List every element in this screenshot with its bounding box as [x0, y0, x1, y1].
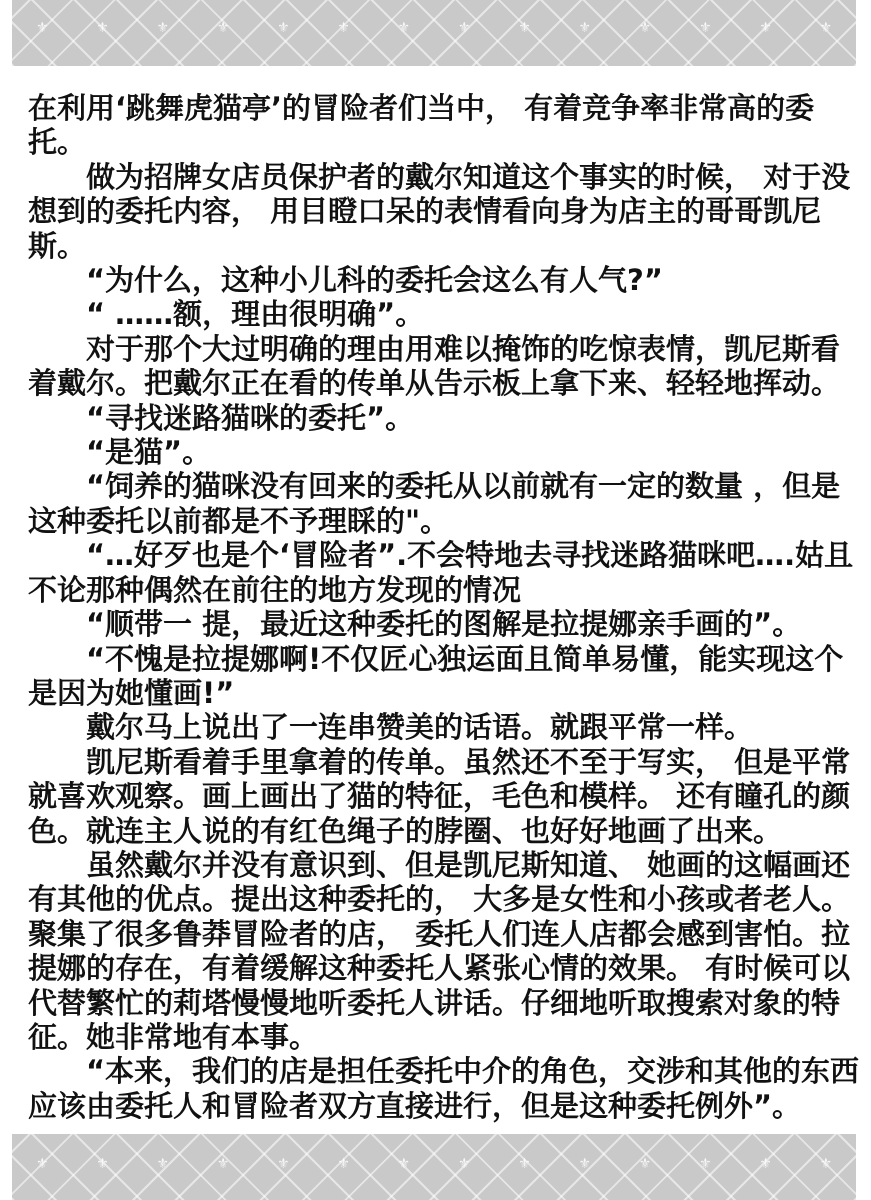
fleur-de-lis-icon: ⚜	[457, 20, 471, 36]
fleur-de-lis-icon: ⚜	[397, 20, 411, 36]
fleur-de-lis-icon: ⚜	[35, 20, 49, 36]
paragraph: “饲养的猫咪没有回来的委托从以前就有一定的数量 ，但是这种委托以前都是不予理睬的"。	[28, 469, 841, 538]
document-body	[28, 91, 860, 1123]
paragraph: 对于那个大过明确的理由用难以掩饰的吃惊表情，凯尼斯看着戴尔。把戴尔正在看的传单从告示板上拿下来、轻轻地挥动。	[28, 331, 841, 401]
fleur-de-lis-icon: ⚜	[156, 1156, 169, 1172]
fleur-de-lis-icon: ⚜	[638, 1156, 652, 1172]
paragraph: 在利用‘跳舞虎猫亭’的冒险者们当中， 有着竞争率非常高的委托。	[28, 91, 815, 160]
fleur-de-lis-icon: ⚜	[638, 20, 652, 36]
fleur-de-lis-icon: ⚜	[819, 20, 833, 36]
fleur-de-lis-icon: ⚜	[397, 1156, 411, 1172]
header-motif-row	[12, 20, 856, 36]
fleur-de-lis-icon: ⚜	[698, 1156, 712, 1172]
fleur-de-lis-icon: ⚜	[819, 1156, 833, 1172]
fleur-de-lis-icon: ⚜	[518, 20, 531, 36]
paragraph: 凯尼斯看着手里拿着的传单。虽然还不至于写实， 但是平常就喜欢观察。画上画出了猫的特征，毛色和模样。 还有瞳孔的颜色。就连主人说的有红色绳子的脖圈、也好好地画了出来。	[28, 744, 851, 848]
fleur-de-lis-icon: ⚜	[457, 1156, 471, 1172]
footer-motif-row	[12, 1156, 856, 1172]
fleur-de-lis-icon: ⚜	[337, 20, 350, 36]
paragraph: “顺带一 提，最近这种委托的图解是拉提娜亲手画的”。	[86, 607, 802, 642]
fleur-de-lis-icon: ⚜	[759, 1156, 772, 1172]
paragraph: “…好歹也是个‘冒险者”.不会特地去寻找迷路猫咪吧….姑且不论那种偶然在前往的地方发现的情况	[28, 538, 854, 607]
paragraph: “ ……额，理由很明确”。	[86, 297, 425, 332]
fleur-de-lis-icon: ⚜	[759, 20, 772, 36]
paragraph: “寻找迷路猫咪的委托”。	[86, 400, 415, 435]
fleur-de-lis-icon: ⚜	[276, 1156, 290, 1172]
fleur-de-lis-icon: ⚜	[578, 20, 591, 36]
footer-pattern-band	[12, 1134, 856, 1200]
paragraph: “不愧是拉提娜啊!不仅匠心独运面且简单易懂，能实现这个是因为她懂画!”	[28, 641, 844, 710]
header-pattern-band	[12, 0, 856, 66]
fleur-de-lis-icon: ⚜	[96, 1156, 109, 1172]
paragraph: “为什么，这种小儿科的委托会这么有人气?”	[86, 263, 663, 298]
fleur-de-lis-icon: ⚜	[35, 1156, 49, 1172]
fleur-de-lis-icon: ⚜	[276, 20, 290, 36]
fleur-de-lis-icon: ⚜	[96, 20, 109, 36]
fleur-de-lis-icon: ⚜	[337, 1156, 350, 1172]
fleur-de-lis-icon: ⚜	[156, 20, 169, 36]
fleur-de-lis-icon: ⚜	[698, 20, 712, 36]
fleur-de-lis-icon: ⚜	[518, 1156, 531, 1172]
fleur-de-lis-icon: ⚜	[216, 1156, 230, 1172]
paragraph: 戴尔马上说出了一连串赞美的话语。就跟平常一样。	[86, 710, 754, 745]
paragraph: “本来，我们的店是担任委托中介的角色，交涉和其他的东西应该由委托人和冒险者双方直接进行，但是这种委托例外”。	[28, 1054, 860, 1123]
paragraph: 虽然戴尔并没有意识到、但是凯尼斯知道、 她画的这幅画还有其他的优点。提出这种委托的， 大多是女性和小孩或者老人。聚集了很多鲁莽冒险者的店， 委托人们连人店都会感到害怕。拉提娜的存在，有着缓解这种委托人紧张心情的效果。 有时候可以代替繁忙的莉塔慢慢地听委托人讲话。仔细地听取搜索对象的特征。她非常地有本事。	[28, 847, 851, 1054]
fleur-de-lis-icon: ⚜	[578, 1156, 591, 1172]
paragraph: “是猫”。	[86, 435, 212, 470]
fleur-de-lis-icon: ⚜	[216, 20, 230, 36]
paragraph: 做为招牌女店员保护者的戴尔知道这个事实的时候， 对于没想到的委托内容， 用目瞪口呆的表情看向身为店主的哥哥凯尼斯。	[28, 159, 851, 263]
